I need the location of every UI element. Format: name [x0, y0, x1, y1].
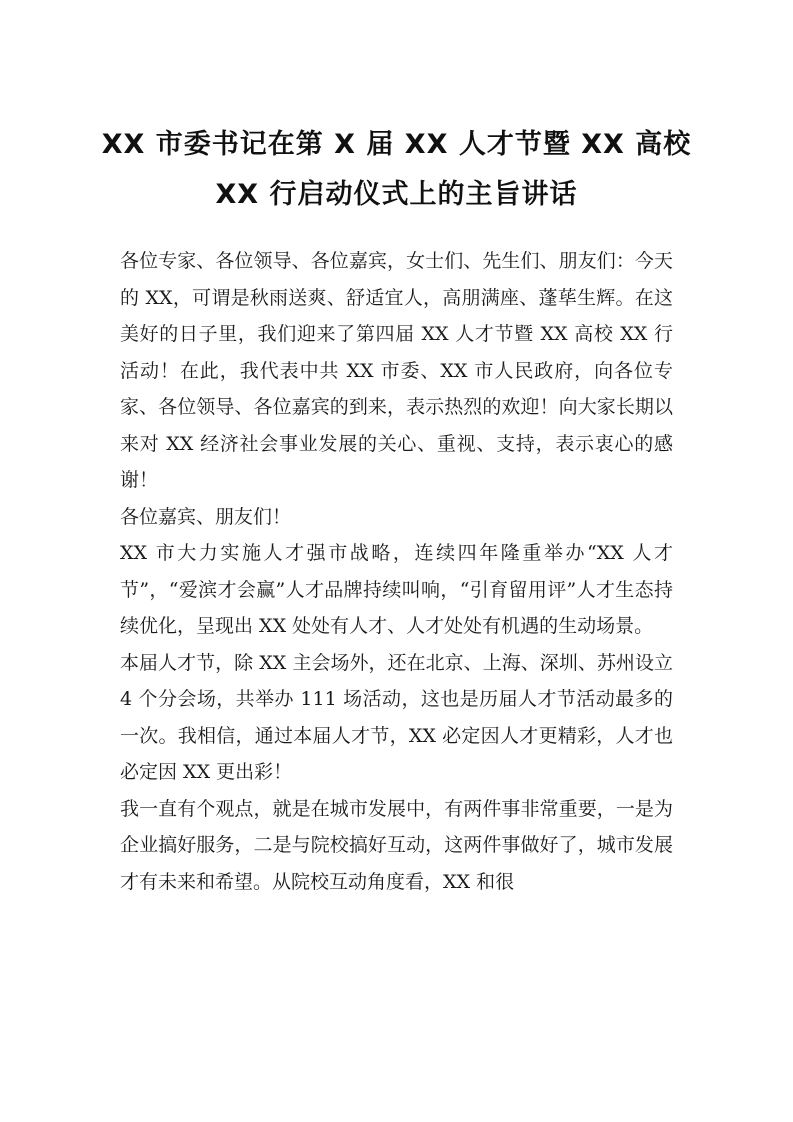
- paragraph-talent-strategy: XX 市大力实施人才强市战略，连续四年隆重举办“XX 人才节”，“爱滨才会赢”人才品牌持续叫响，“引育留用评”人才生态持续优化，呈现出 XX 处处有人才、人才处处有机遇的生动场景。: [120, 542, 673, 637]
- document-title: [100, 120, 693, 220]
- document-body: [120, 243, 673, 900]
- paragraph-festival-venues: 本届人才节，除 XX 主会场外，还在北京、上海、深圳、苏州设立 4 个分会场，共举办 111 场活动，这也是历届人才节活动最多的一次。我相信，通过本届人才节，XX 必定因人才更精彩，人才也必定因 XX 更出彩！: [120, 651, 673, 783]
- paragraph-address: 各位嘉宾、朋友们！: [120, 505, 292, 528]
- title-line-2: XX 行启动仪式上的主旨讲话: [215, 179, 578, 210]
- title-line-1: XX 市委书记在第 X 届 XX 人才节暨 XX 高校: [101, 129, 692, 160]
- paragraph-city-development: 我一直有个观点，就是在城市发展中，有两件事非常重要，一是为企业搞好服务，二是与院校搞好互动，这两件事做好了，城市发展才有未来和希望。从院校互动角度看，XX 和很: [120, 797, 673, 893]
- paragraph-greeting: 各位专家、各位领导、各位嘉宾，女士们、先生们、朋友们：今天的 XX，可谓是秋雨送爽、舒适宜人，高朋满座、蓬荜生辉。在这美好的日子里，我们迎来了第四届 XX 人才节暨 XX 高校 XX 行活动！在此，我代表中共 XX 市委、XX 市人民政府，向各位专家、各位领导、各位嘉宾的到来，表示热烈的欢迎！向大家长期以来对 XX 经济社会事业发展的关心、重视、支持，表示衷心的感谢！: [120, 250, 673, 491]
